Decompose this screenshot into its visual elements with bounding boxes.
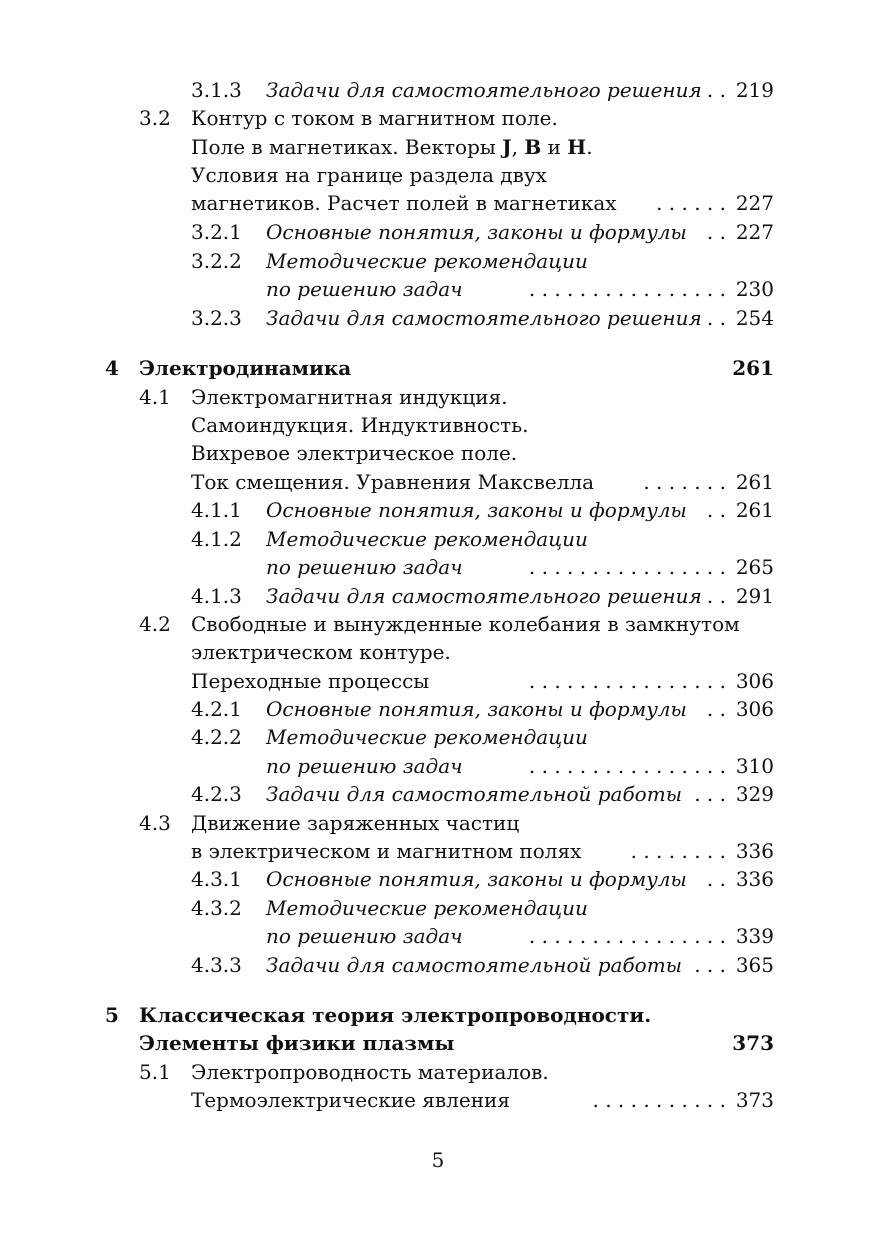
page-number: 329 — [735, 782, 774, 806]
toc-entry-4-2-cont — [0, 667, 876, 695]
entry-number: 4.1.1 — [191, 498, 242, 522]
toc-entry-4-2-1[interactable] — [0, 695, 876, 723]
entry-title: Методические рекомендации — [266, 725, 588, 749]
dot-leader: . . . . . . . . . . . . . . . . — [528, 754, 726, 778]
entry-number: 3.2.2 — [191, 249, 242, 273]
dot-leader: . . — [706, 584, 726, 608]
dot-leader: . . — [706, 697, 726, 721]
entry-number: 4.3 — [139, 811, 171, 835]
chapter-title-line: Элементы физики плазмы — [139, 1031, 455, 1055]
toc-entry-4-1-3[interactable] — [0, 582, 876, 610]
page-number: 227 — [735, 220, 774, 244]
page-number: 254 — [735, 306, 774, 330]
page-number: 265 — [735, 555, 774, 579]
toc-entry-4-1-1[interactable] — [0, 496, 876, 524]
entry-title-line: по решению задач — [266, 277, 463, 301]
page-number: 227 — [735, 191, 774, 215]
entry-title-line: Самоиндукция. Индуктивность. — [191, 413, 529, 437]
page-number: 306 — [735, 669, 774, 693]
entry-number: 4.2.2 — [191, 725, 242, 749]
toc-entry-3-2-2[interactable] — [0, 247, 876, 275]
page-number: 261 — [732, 356, 774, 380]
dot-leader: . . . . . . . . . . . . . . . . — [528, 555, 726, 579]
toc-entry-4-1-2-cont — [0, 553, 876, 581]
entry-number: 3.2.3 — [191, 306, 242, 330]
vector-b: B — [524, 135, 542, 159]
entry-title-line: по решению задач — [266, 754, 463, 778]
dot-leader: . . — [706, 867, 726, 891]
toc-entry-3-2-2-cont — [0, 275, 876, 303]
entry-title-line: Электропроводность материалов. — [191, 1060, 549, 1084]
dot-leader: . . . . . . . . . . . . . . . . — [528, 669, 726, 693]
entry-number: 3.2.1 — [191, 220, 242, 244]
dot-leader: . . — [706, 498, 726, 522]
entry-title: Методические рекомендации — [266, 896, 588, 920]
page-number: 365 — [735, 953, 774, 977]
entry-title-line: Переходные процессы — [191, 669, 430, 693]
page-number: 291 — [735, 584, 774, 608]
page-number: 373 — [732, 1031, 774, 1055]
entry-title-line: Электромагнитная индукция. — [191, 385, 508, 409]
toc-entry-3-2-1[interactable] — [0, 218, 876, 246]
entry-title-line: в электрическом и магнитном полях — [191, 839, 582, 863]
chapter-title-line: Классическая теория электропроводности. — [139, 1003, 652, 1027]
entry-title: Основные понятия, законы и формулы — [266, 697, 687, 721]
toc-entry-4-2-3[interactable] — [0, 780, 876, 808]
toc-chapter-5[interactable] — [0, 1001, 876, 1029]
dot-leader: . . — [706, 306, 726, 330]
toc-entry-3-2-3[interactable] — [0, 304, 876, 332]
entry-number: 5.1 — [139, 1060, 171, 1084]
toc-entry-4-2[interactable] — [0, 610, 876, 638]
page-folio: 5 — [431, 1148, 445, 1172]
page-number: 339 — [735, 924, 774, 948]
toc-entry-4-3-2-cont — [0, 922, 876, 950]
entry-number: 4.3.2 — [191, 896, 242, 920]
page-number: 373 — [735, 1088, 774, 1112]
entry-title: Задачи для самостоятельной работы — [266, 953, 682, 977]
toc-entry-3-1-3[interactable] — [0, 76, 876, 104]
entry-title: Задачи для самостоятельного решения — [266, 584, 702, 608]
entry-number: 3.2 — [139, 106, 171, 130]
entry-title-line: Ток смещения. Уравнения Максвелла — [191, 470, 595, 494]
page-number: 336 — [735, 839, 774, 863]
entry-number: 4.3.1 — [191, 867, 242, 891]
dot-leader: . . . . . . . . — [630, 839, 726, 863]
entry-title-line: по решению задач — [266, 555, 463, 579]
toc-entry-4-3[interactable] — [0, 809, 876, 837]
dot-leader: . . . . . . — [656, 191, 726, 215]
toc-entry-4-1-2[interactable] — [0, 525, 876, 553]
entry-title: Основные понятия, законы и формулы — [266, 867, 687, 891]
entry-number: 4.2 — [139, 612, 171, 636]
page-number: 306 — [735, 697, 774, 721]
dot-leader: . . . . . . . . . . . — [592, 1088, 726, 1112]
entry-title-line: электрическом контуре. — [191, 640, 451, 664]
page-number: 261 — [735, 498, 774, 522]
toc-entry-3-2[interactable] — [0, 104, 876, 132]
toc-entry-5-1-cont — [0, 1086, 876, 1114]
toc-entry-4-3-cont — [0, 837, 876, 865]
entry-number: 3.1.3 — [191, 78, 242, 102]
entry-title: Задачи для самостоятельного решения — [266, 306, 702, 330]
entry-title-line: Термоэлектрические явления — [191, 1088, 510, 1112]
toc-entry-4-1-cont — [0, 468, 876, 496]
toc-entry-4-3-1[interactable] — [0, 865, 876, 893]
toc-chapter-5-cont — [0, 1029, 876, 1057]
entry-title-line: Движение заряженных частиц — [191, 811, 520, 835]
entry-title-line: Свободные и вынужденные колебания в замкнутом — [191, 612, 740, 636]
entry-number: 4.1 — [139, 385, 171, 409]
entry-title: Задачи для самостоятельного решения — [266, 78, 702, 102]
dot-leader: . . . — [694, 953, 726, 977]
toc-entry-4-3-2[interactable] — [0, 894, 876, 922]
entry-title-line: магнетиков. Расчет полей в магнетиках — [191, 191, 617, 215]
page-number: 336 — [735, 867, 774, 891]
toc-entry-3-2-cont — [0, 189, 876, 217]
dot-leader: . . . . . . . . . . . . . . . . — [528, 924, 726, 948]
entry-title-line: Контур с током в магнитном поле. — [191, 106, 558, 130]
entry-title: Методические рекомендации — [266, 527, 588, 551]
vector-h: H — [567, 135, 587, 159]
entry-title: Основные понятия, законы и формулы — [266, 498, 687, 522]
dot-leader: . . . — [694, 782, 726, 806]
entry-title-line: Условия на границе раздела двух — [191, 163, 547, 187]
chapter-number: 4 — [105, 356, 119, 380]
chapter-title: Электродинамика — [139, 356, 352, 380]
toc-entry-4-2-2-cont — [0, 752, 876, 780]
toc-entry-5-1[interactable] — [0, 1058, 876, 1086]
dot-leader: . . . . . . . . . . . . . . . . — [528, 277, 726, 301]
entry-title-line: Вихревое электрическое поле. — [191, 441, 518, 465]
entry-number: 4.1.2 — [191, 527, 242, 551]
entry-number: 4.2.1 — [191, 697, 242, 721]
toc-chapter-4[interactable] — [0, 354, 876, 382]
entry-number: 4.1.3 — [191, 584, 242, 608]
page-number: 219 — [735, 78, 774, 102]
chapter-number: 5 — [105, 1003, 119, 1027]
toc-entry-4-1-cont — [0, 439, 876, 467]
toc-entry-3-2-cont — [0, 133, 876, 161]
toc-entry-3-2-cont — [0, 161, 876, 189]
toc-entry-4-1[interactable] — [0, 383, 876, 411]
toc-entry-4-2-2[interactable] — [0, 723, 876, 751]
page-number: 230 — [735, 277, 774, 301]
toc-entry-4-1-cont — [0, 411, 876, 439]
entry-title-line: Поле в магнетиках. Векторы J, B и H. — [191, 135, 593, 159]
entry-title-line: по решению задач — [266, 924, 463, 948]
vector-j: J — [502, 135, 512, 159]
entry-number: 4.3.3 — [191, 953, 242, 977]
entry-title: Методические рекомендации — [266, 249, 588, 273]
page-number: 261 — [735, 470, 774, 494]
dot-leader: . . — [706, 220, 726, 244]
toc-entry-4-2-cont — [0, 638, 876, 666]
page-number: 310 — [735, 754, 774, 778]
toc-entry-4-3-3[interactable] — [0, 951, 876, 979]
entry-title: Задачи для самостоятельной работы — [266, 782, 682, 806]
dot-leader: . . — [706, 78, 726, 102]
entry-number: 4.2.3 — [191, 782, 242, 806]
dot-leader: . . . . . . . — [643, 470, 726, 494]
entry-title: Основные понятия, законы и формулы — [266, 220, 687, 244]
